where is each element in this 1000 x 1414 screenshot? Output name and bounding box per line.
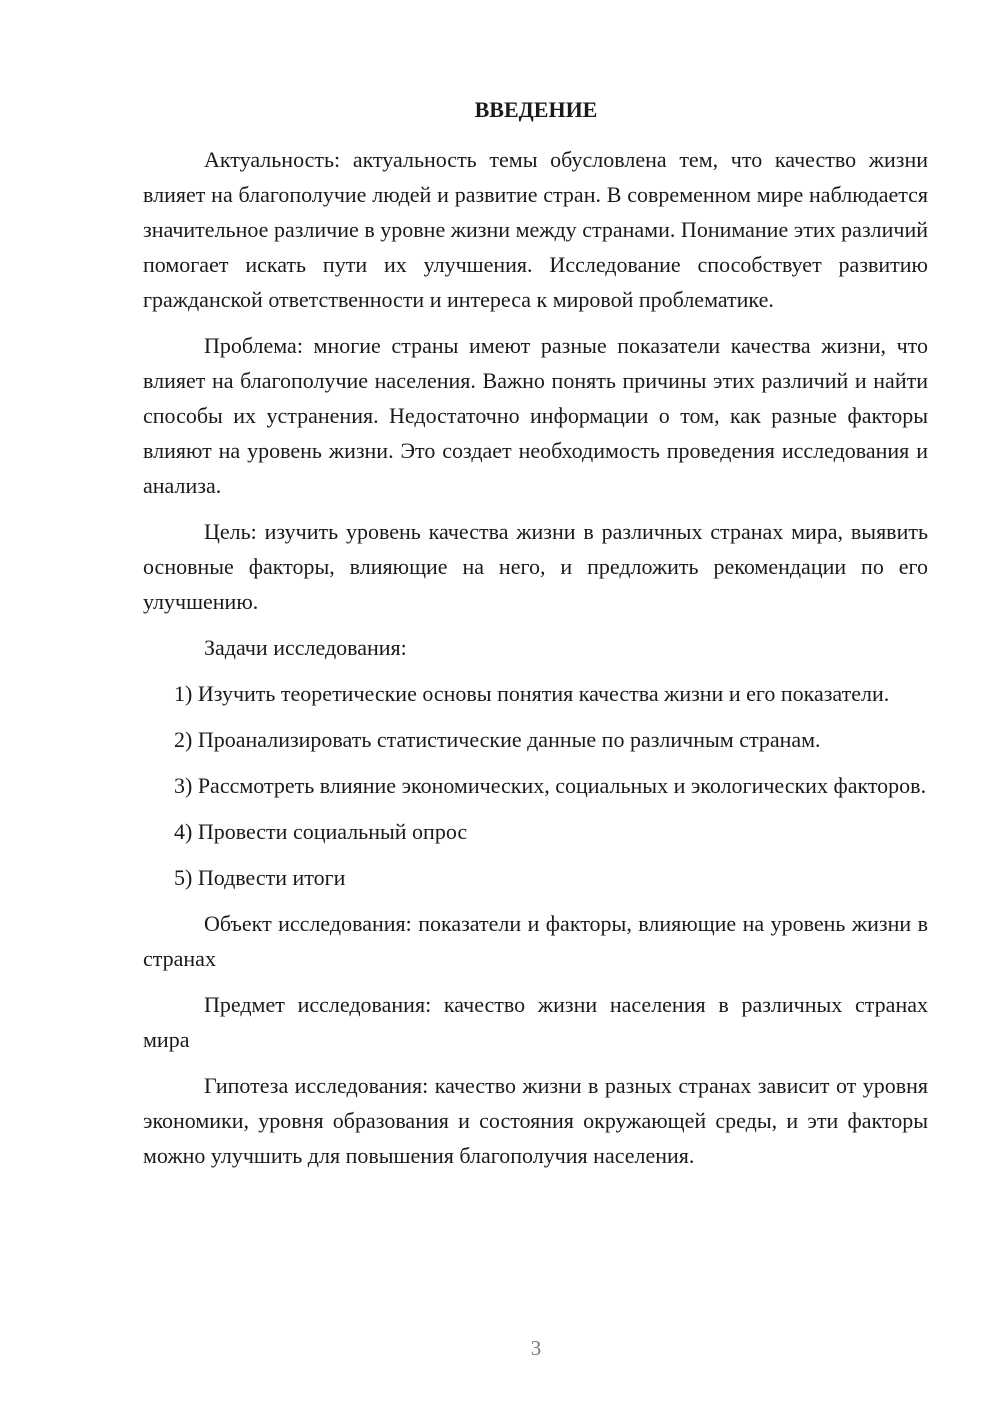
paragraph-problem: Проблема: многие страны имеют разные показатели качества жизни, что влияет на благополучие населения. Важно понять причины этих различий и найти способы их устранения. Недостаточно информации о том, как разные факторы влияют на уровень жизни. Это создает необходимость проведения исследования и анализа. <box>143 333 928 498</box>
paragraph-object: Объект исследования: показатели и факторы, влияющие на уровень жизни в странах <box>143 911 928 971</box>
paragraph-subject: Предмет исследования: качество жизни населения в различных странах мира <box>143 992 928 1052</box>
paragraph-hypothesis: Гипотеза исследования: качество жизни в разных странах зависит от уровня экономики, уровня образования и состояния окружающей среды, и эти факторы можно улучшить для повышения благополучия населения. <box>143 1073 928 1168</box>
task-item-4: 4) Провести социальный опрос <box>174 819 468 844</box>
paragraph-goal: Цель: изучить уровень качества жизни в различных странах мира, выявить основные факторы, влияющие на него, и предложить рекомендации по его улучшению. <box>143 519 928 614</box>
section-title: ВВЕДЕНИЕ <box>474 97 598 122</box>
paragraph-tasks-heading: Задачи исследования: <box>204 635 407 660</box>
page-number: 3 <box>530 1336 542 1360</box>
task-item-2: 2) Проанализировать статистические данные по различным странам. <box>174 727 821 752</box>
paragraph-relevance: Актуальность: актуальность темы обусловлена тем, что качество жизни влияет на благополучие людей и развитие стран. В современном мире наблюдается значительное различие в уровне жизни между странами. Понимание этих различий помогает искать пути их улучшения. Исследование способствует развитию гражданской ответственности и интереса к мировой проблематике. <box>143 147 928 312</box>
document-body <box>143 142 928 1184</box>
task-item-3: 3) Рассмотреть влияние экономических, социальных и экологических факторов. <box>174 773 927 798</box>
task-item-5: 5) Подвести итоги <box>174 865 346 890</box>
task-item-1: 1) Изучить теоретические основы понятия качества жизни и его показатели. <box>174 681 890 706</box>
